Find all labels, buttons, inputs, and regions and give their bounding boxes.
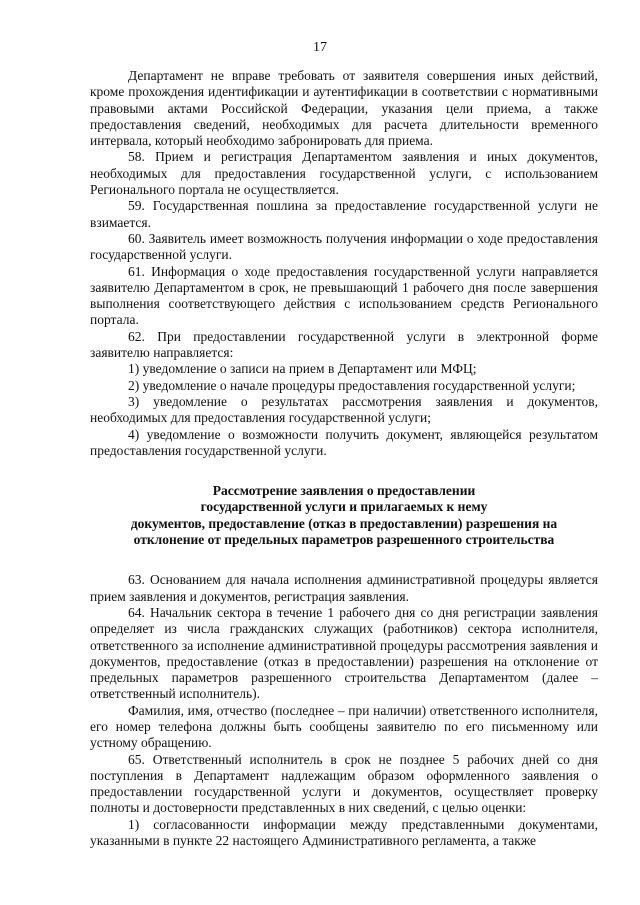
paragraph-58: 58. Прием и регистрация Департаментом заявления и иных документов, необходимых для предоставления государственной услуги, с использованием Регионального портала не осуществляется. bbox=[90, 149, 598, 198]
document-body bbox=[90, 68, 598, 849]
list-item: 1) уведомление о записи на прием в Департамент или МФЦ; bbox=[128, 361, 477, 377]
section-heading-line: отклонение от предельных параметров разрешенного строительства bbox=[133, 532, 555, 548]
list-item: 1) согласованности информации между представленными документами, указанными в пункте 22 настоящего Административного регламента, а также bbox=[90, 816, 598, 849]
paragraph: Фамилия, имя, отчество (последнее – при наличии) ответственного исполнителя, его номер телефона должны быть сообщены заявителю по его письменному или устному обращению. bbox=[90, 702, 598, 751]
paragraph-64: 64. Начальник сектора в течение 1 рабочего дня со дня регистрации заявления определяет из числа гражданских служащих (работников) сектора исполнителя, ответственного за исполнение административной процедуры рассмотрения заявления и документов, предоставление (отказ в предоставлении) разрешения на отклонение от предельных параметров разрешенного строительства Департаментом (далее – ответственный исполнитель). bbox=[90, 604, 598, 702]
list-item: 4) уведомление о возможности получить документ, являющейся результатом предоставления государственной услуги. bbox=[90, 426, 598, 458]
page-number: 17 bbox=[313, 40, 327, 55]
section-heading-line: Рассмотрение заявления о предоставлении bbox=[212, 483, 476, 499]
list-item: 2) уведомление о начале процедуры предоставления государственной услуги; bbox=[128, 377, 576, 393]
paragraph-60: 60. Заявитель имеет возможность получения информации о ходе предоставления государственной услуги. bbox=[90, 230, 598, 263]
section-heading-line: документов, предоставление (отказ в предоставлении) разрешения на bbox=[130, 515, 558, 531]
list-item: 3) уведомление о результатах рассмотрения заявления и документов, необходимых для предоставления государственной услуги; bbox=[90, 393, 598, 426]
section-heading bbox=[90, 483, 598, 548]
paragraph-62: 62. При предоставлении государственной услуги в электронной форме заявителю направляется: bbox=[90, 328, 598, 361]
paragraph-59: 59. Государственная пошлина за предоставление государственной услуги не взимается. bbox=[90, 198, 598, 230]
paragraph: Департамент не вправе требовать от заявителя совершения иных действий, кроме прохождения идентификации и аутентификации в соответствии с нормативными правовыми актами Российской Федерации, указания цели приема, а также предоставления сведений, необходимых для расчета длительности временного интервала, который необходимо забронировать для приема. bbox=[90, 68, 598, 149]
section-heading-line: государственной услуги и прилагаемых к нему bbox=[200, 499, 488, 515]
paragraph-65: 65. Ответственный исполнитель в срок не позднее 5 рабочих дней со дня поступления в Департамент надлежащим образом оформленного заявления о предоставлении государственной услуги и документов, осуществляет проверку полноты и достоверности представленных в них сведений, с целью оценки: bbox=[90, 751, 598, 816]
paragraph-61: 61. Информация о ходе предоставления государственной услуги направляется заявителю Департаментом в срок, не превышающий 1 рабочего дня после завершения выполнения соответствующего действия с использованием средств Регионального портала. bbox=[90, 263, 598, 328]
paragraph-63: 63. Основанием для начала исполнения административной процедуры является прием заявления и документов, регистрация заявления. bbox=[90, 572, 598, 604]
